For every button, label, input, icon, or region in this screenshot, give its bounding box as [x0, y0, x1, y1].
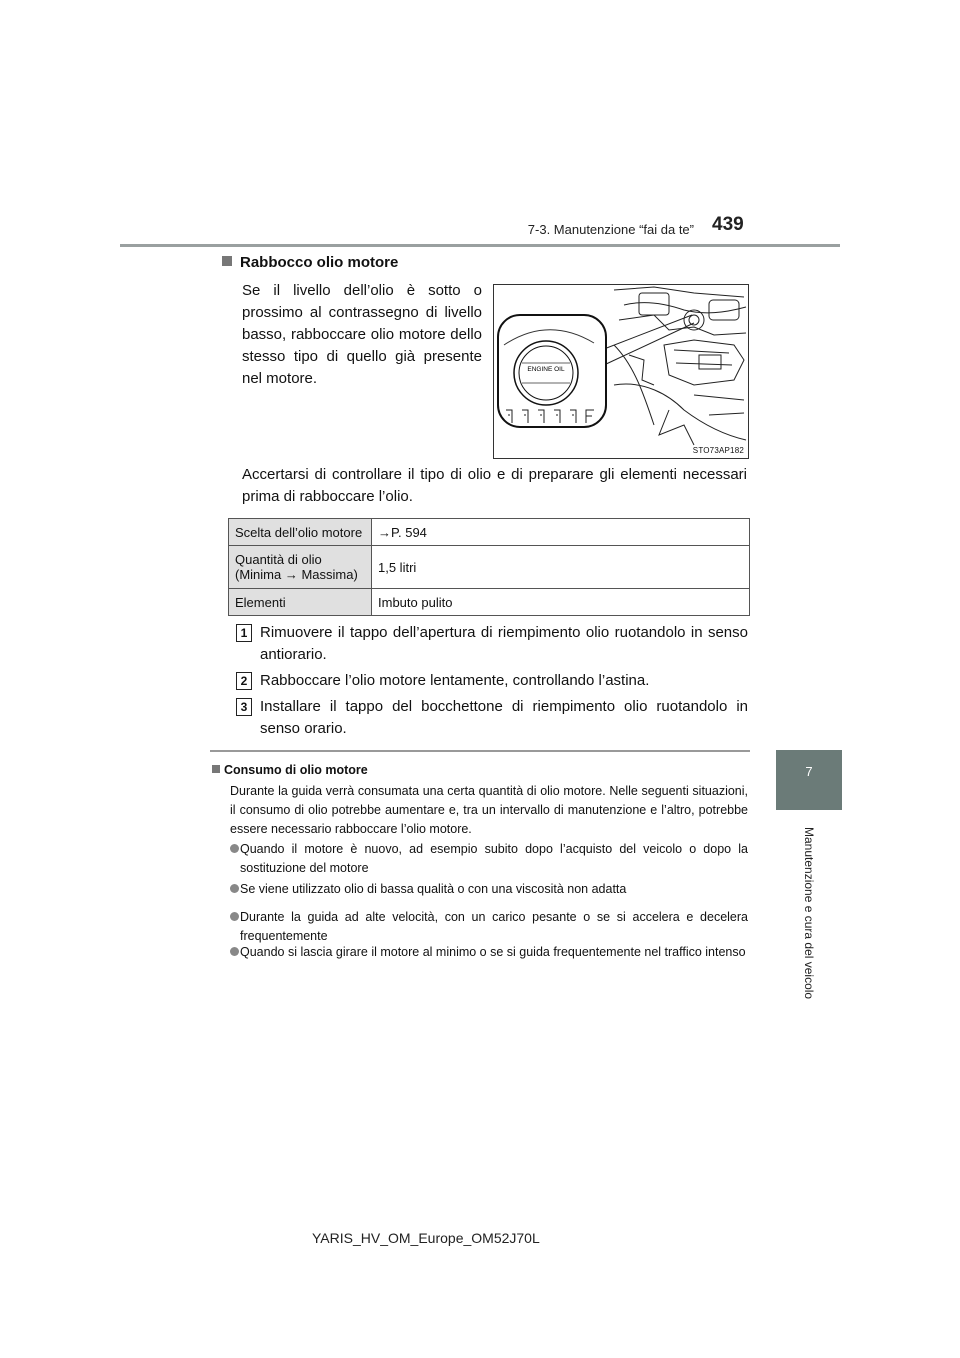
engine-oil-cap-label: ENGINE OIL	[527, 366, 565, 373]
info-divider	[210, 750, 750, 752]
step-number: 2	[236, 672, 252, 690]
intro-paragraph: Se il livello dell’olio è sotto o prossimo al contrassegno di livello basso, rabboccare olio motore dello stesso tipo di quello già presente nel motore.	[242, 282, 482, 387]
section-heading	[222, 254, 398, 271]
step-text: Installare il tappo del bocchettone di riempimento olio ruotandolo in senso orario.	[260, 698, 748, 737]
table-label: Elementi	[229, 589, 372, 616]
table-label: Scelta dell’olio motore	[229, 519, 372, 546]
square-bullet-icon	[212, 765, 220, 773]
list-item-text: Quando si lascia girare il motore al minimo o se si guida frequentemente nel traffico intenso	[240, 945, 746, 959]
table-row	[229, 519, 750, 546]
table-label-line: Quantità di olio	[235, 552, 322, 567]
check-note: Accertarsi di controllare il tipo di olio e di preparare gli elementi necessari prima di rabboccare l’olio.	[242, 466, 747, 505]
oil-spec-table	[228, 518, 750, 616]
table-label-line: (Minima → Massima)	[235, 567, 358, 582]
engine-oil-cap-illustration	[494, 285, 748, 458]
chapter-number: 7	[805, 764, 813, 779]
step-text: Rabboccare l’olio motore lentamente, controllando l’astina.	[260, 672, 650, 689]
step-number: 3	[236, 698, 252, 716]
step-number: 1	[236, 624, 252, 642]
footer-doc-code: YARIS_HV_OM_Europe_OM52J70L	[312, 1230, 540, 1246]
table-value: Imbuto pulito	[372, 589, 750, 616]
header-divider	[120, 244, 840, 247]
header-section-title: 7-3. Manutenzione “fai da te”	[527, 222, 694, 237]
bullet-dot-icon	[230, 947, 239, 956]
step-item	[236, 670, 748, 692]
chapter-title-vertical	[776, 818, 842, 1008]
list-item-text: Quando il motore è nuovo, ad esempio subito dopo l’acquisto del veicolo o dopo la sostituzione del motore	[240, 842, 748, 875]
section-heading-text: Rabbocco olio motore	[240, 254, 399, 271]
info-heading-text: Consumo di olio motore	[224, 763, 368, 777]
table-value: 1,5 litri	[372, 546, 750, 589]
list-item	[230, 908, 748, 946]
list-item	[230, 880, 748, 899]
list-item	[230, 943, 748, 962]
step-text: Rimuovere il tappo dell’apertura di riempimento olio ruotandolo in senso antiorario.	[260, 624, 748, 663]
figure-code: STO73AP182	[692, 446, 744, 455]
list-item	[230, 840, 748, 878]
bullet-dot-icon	[230, 844, 239, 853]
chapter-tab	[776, 750, 842, 810]
page-number: 439	[712, 214, 744, 235]
bullet-dot-icon	[230, 912, 239, 921]
square-bullet-icon	[222, 256, 232, 266]
info-body: Durante la guida verrà consumata una certa quantità di olio motore. Nelle seguenti situazioni, il consumo di olio potrebbe aumentare e, tra un intervallo di manutenzione e l’altro, potrebbe essere necessario rabboccare l’olio motore.	[230, 784, 748, 836]
list-item-text: Se viene utilizzato olio di bassa qualità o con una viscosità non adatta	[240, 882, 627, 896]
list-item-text: Durante la guida ad alte velocità, con un carico pesante o se si accelera e decelera frequentemente	[240, 910, 748, 943]
engine-illustration	[493, 284, 749, 459]
info-heading	[212, 763, 368, 777]
chapter-title: Manutenzione e cura del veicolo	[802, 826, 816, 1000]
table-row	[229, 589, 750, 616]
step-item	[236, 696, 748, 740]
step-item	[236, 622, 748, 666]
bullet-dot-icon	[230, 884, 239, 893]
table-value: →P. 594	[372, 519, 750, 546]
table-row	[229, 546, 750, 589]
table-label	[229, 546, 372, 589]
